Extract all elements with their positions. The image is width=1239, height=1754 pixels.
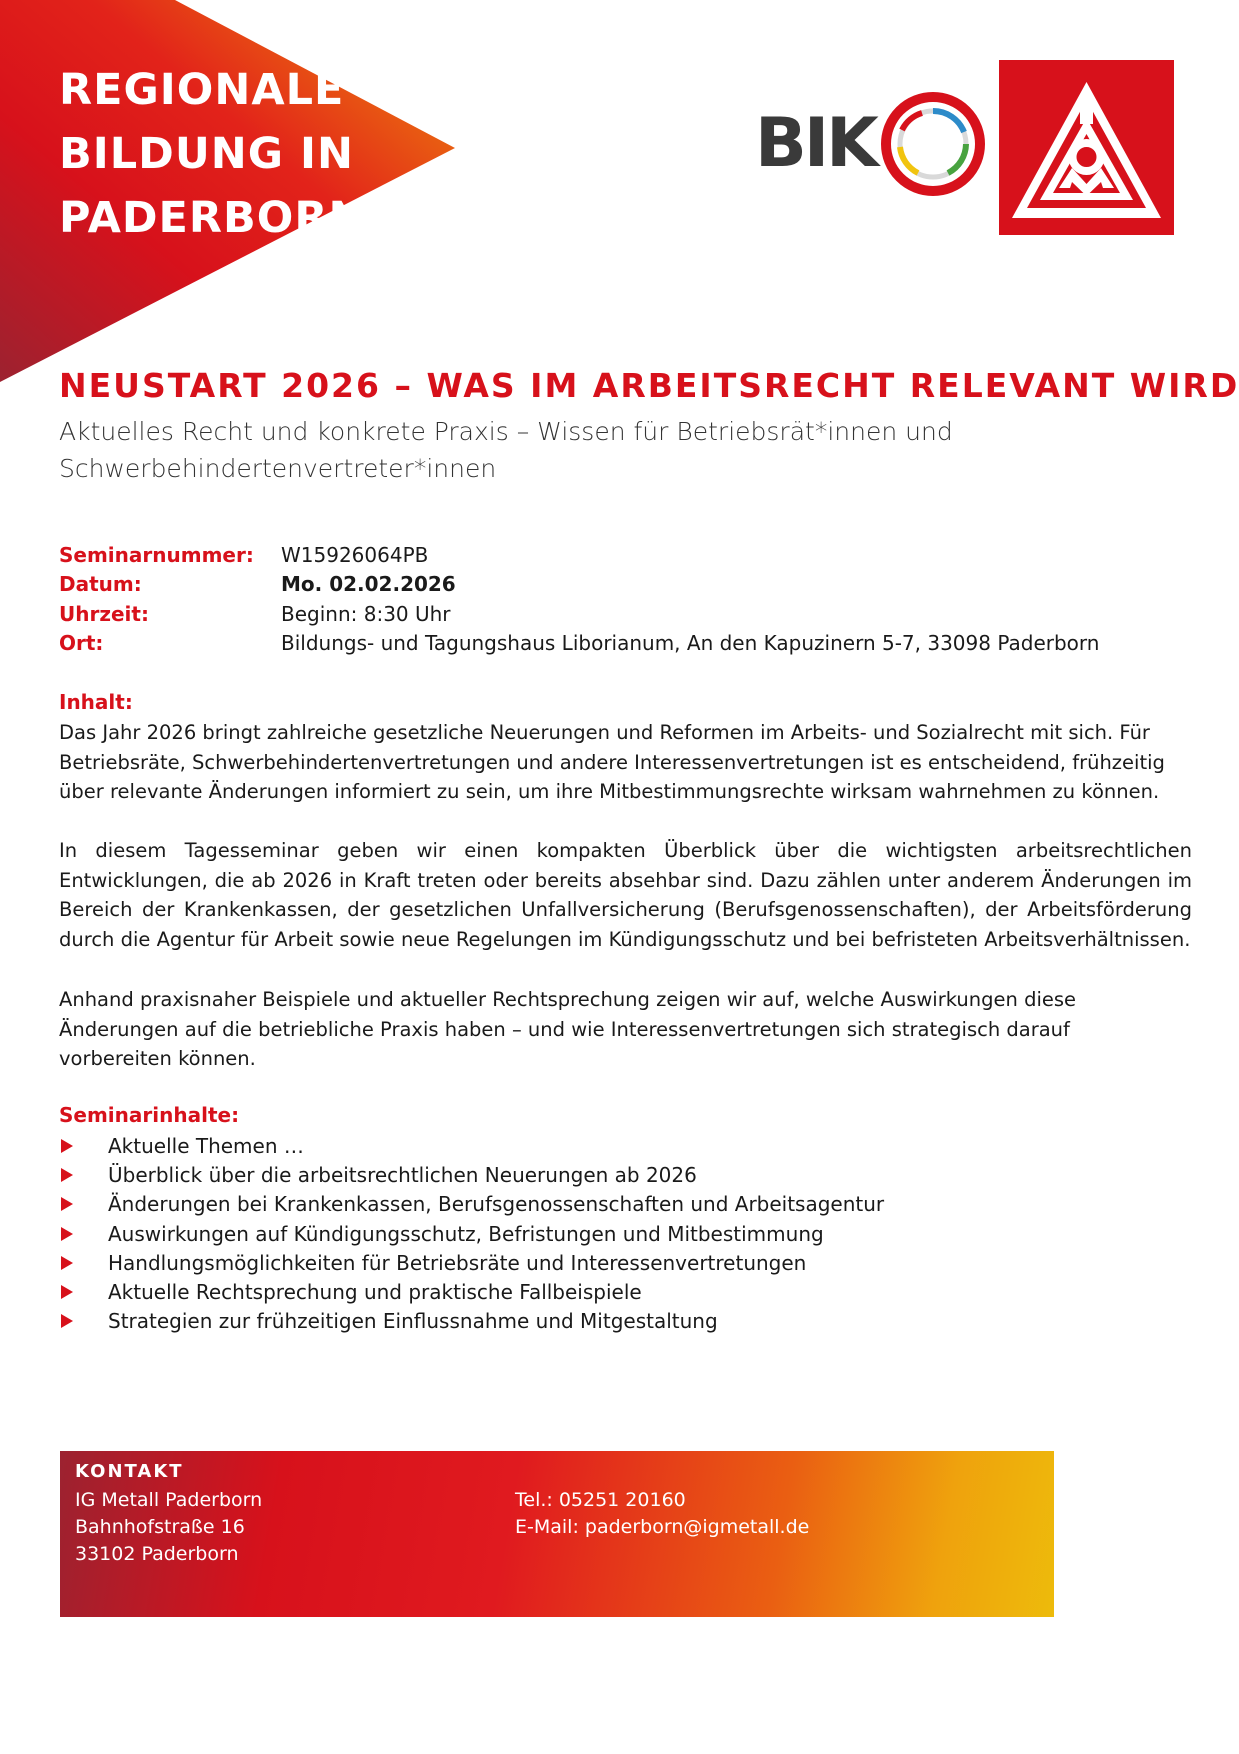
info-label: Seminarnummer: bbox=[59, 542, 254, 567]
contact-org: IG Metall Paderborn bbox=[75, 1489, 263, 1511]
info-row-time bbox=[59, 599, 1189, 629]
content-paragraph: Anhand praxisnaher Beispiele und aktueller Rechtsprechung zeigen wir auf, welche Auswirkungen diese Änderungen auf die betriebliche Praxis haben – und wie Interessenvertretungen sich strategisch darauf vorbereiten können. bbox=[59, 988, 1077, 1070]
content-paragraph: In diesem Tagesseminar geben wir einen kompakten Überblick über die wichtigsten arbeitsrechtlichen Entwicklungen, die ab 2026 in Kraft treten oder bereits absehbar sind. Dazu zählen unter anderem Änderungen im Bereich der Krankenkassen, der gesetzlichen Unfallversicherung (Berufsgenossenschaften), der Arbeitsförderung durch die Agentur für Arbeit sowie neue Regelungen im Kündigungsschutz und bei befristeten Arbeitsverhältnissen. bbox=[59, 839, 1192, 951]
bik-ring-icon bbox=[878, 92, 988, 202]
info-label: Uhrzeit: bbox=[59, 601, 149, 626]
seminar-contents-label: Seminarinhalte: bbox=[59, 1103, 240, 1127]
info-value: Bildungs- und Tagungshaus Liborianum, An den Kapuzinern 5-7, 33098 Paderborn bbox=[281, 631, 1100, 656]
contact-email-link[interactable]: E-Mail: paderborn@igmetall.de bbox=[515, 1516, 810, 1538]
info-value: Mo. 02.02.2026 bbox=[281, 572, 456, 597]
banner-line: REGIONALE bbox=[59, 65, 345, 115]
banner-line: PADERBORN bbox=[59, 193, 366, 243]
content-label: Inhalt: bbox=[59, 690, 133, 714]
bullet-triangle-icon bbox=[61, 1227, 73, 1241]
list-item bbox=[59, 1219, 1059, 1248]
seminar-info bbox=[59, 540, 1189, 658]
contact-city: 33102 Paderborn bbox=[75, 1543, 239, 1565]
contact-title: KONTAKT bbox=[75, 1461, 184, 1482]
bullet-triangle-icon bbox=[61, 1139, 73, 1153]
subtitle-line: Aktuelles Recht und konkrete Praxis – Wissen für Betriebsrät*innen und bbox=[59, 417, 953, 446]
list-item-text: Überblick über die arbeitsrechtlichen Neuerungen ab 2026 bbox=[108, 1162, 697, 1187]
bik-logo-text: BIK bbox=[755, 104, 876, 183]
bullet-triangle-icon bbox=[61, 1314, 73, 1328]
list-item-text: Änderungen bei Krankenkassen, Berufsgenossenschaften und Arbeitsagentur bbox=[108, 1192, 885, 1217]
list-item bbox=[59, 1131, 1059, 1160]
subtitle-line: Schwerbehindertenvertreter*innen bbox=[59, 454, 497, 483]
page-title: NEUSTART 2026 – WAS IM ARBEITSRECHT RELEVANT WIRD bbox=[59, 366, 1239, 405]
info-row-number bbox=[59, 540, 1189, 570]
banner-heading bbox=[59, 58, 365, 250]
contact-channels bbox=[515, 1487, 809, 1541]
info-label: Ort: bbox=[59, 631, 104, 656]
list-item bbox=[59, 1248, 1059, 1277]
igm-logo bbox=[999, 60, 1174, 235]
info-value: W15926064PB bbox=[281, 542, 429, 567]
list-item bbox=[59, 1307, 1059, 1336]
list-item bbox=[59, 1277, 1059, 1306]
list-item bbox=[59, 1160, 1059, 1189]
banner-line: BILDUNG IN bbox=[59, 129, 355, 179]
list-item bbox=[59, 1190, 1059, 1219]
info-row-location bbox=[59, 629, 1189, 659]
list-item-text: Auswirkungen auf Kündigungsschutz, Befristungen und Mitbestimmung bbox=[108, 1221, 824, 1246]
contact-street: Bahnhofstraße 16 bbox=[75, 1516, 245, 1538]
page-subtitle bbox=[59, 413, 1059, 487]
bullet-triangle-icon bbox=[61, 1197, 73, 1211]
contact-address bbox=[75, 1487, 262, 1568]
contact-box bbox=[60, 1451, 1054, 1617]
list-item-text: Aktuelle Rechtsprechung und praktische Fallbeispiele bbox=[108, 1280, 642, 1305]
content-paragraph: Das Jahr 2026 bringt zahlreiche gesetzliche Neuerungen und Reformen im Arbeits- und Sozialrecht mit sich. Für Betriebsräte, Schwerbehindertenvertretungen und andere Interessenvertretungen ist es entscheidend, frühzeitig über relevante Änderungen informiert zu sein, um ihre Mitbestimmungsrechte wirksam wahrnehmen zu können. bbox=[59, 721, 1165, 803]
contact-phone[interactable]: Tel.: 05251 20160 bbox=[515, 1489, 686, 1511]
list-item-text: Handlungsmöglichkeiten für Betriebsräte und Interessenvertretungen bbox=[108, 1250, 807, 1275]
list-item-text: Strategien zur frühzeitigen Einflussnahme und Mitgestaltung bbox=[108, 1309, 718, 1334]
bullet-triangle-icon bbox=[61, 1285, 73, 1299]
info-label: Datum: bbox=[59, 572, 142, 597]
bullet-triangle-icon bbox=[61, 1168, 73, 1182]
seminar-contents-list bbox=[59, 1131, 1059, 1336]
info-value: Beginn: 8:30 Uhr bbox=[281, 601, 451, 626]
list-item-text: Aktuelle Themen … bbox=[108, 1133, 304, 1158]
info-row-date bbox=[59, 570, 1189, 600]
bullet-triangle-icon bbox=[61, 1256, 73, 1270]
